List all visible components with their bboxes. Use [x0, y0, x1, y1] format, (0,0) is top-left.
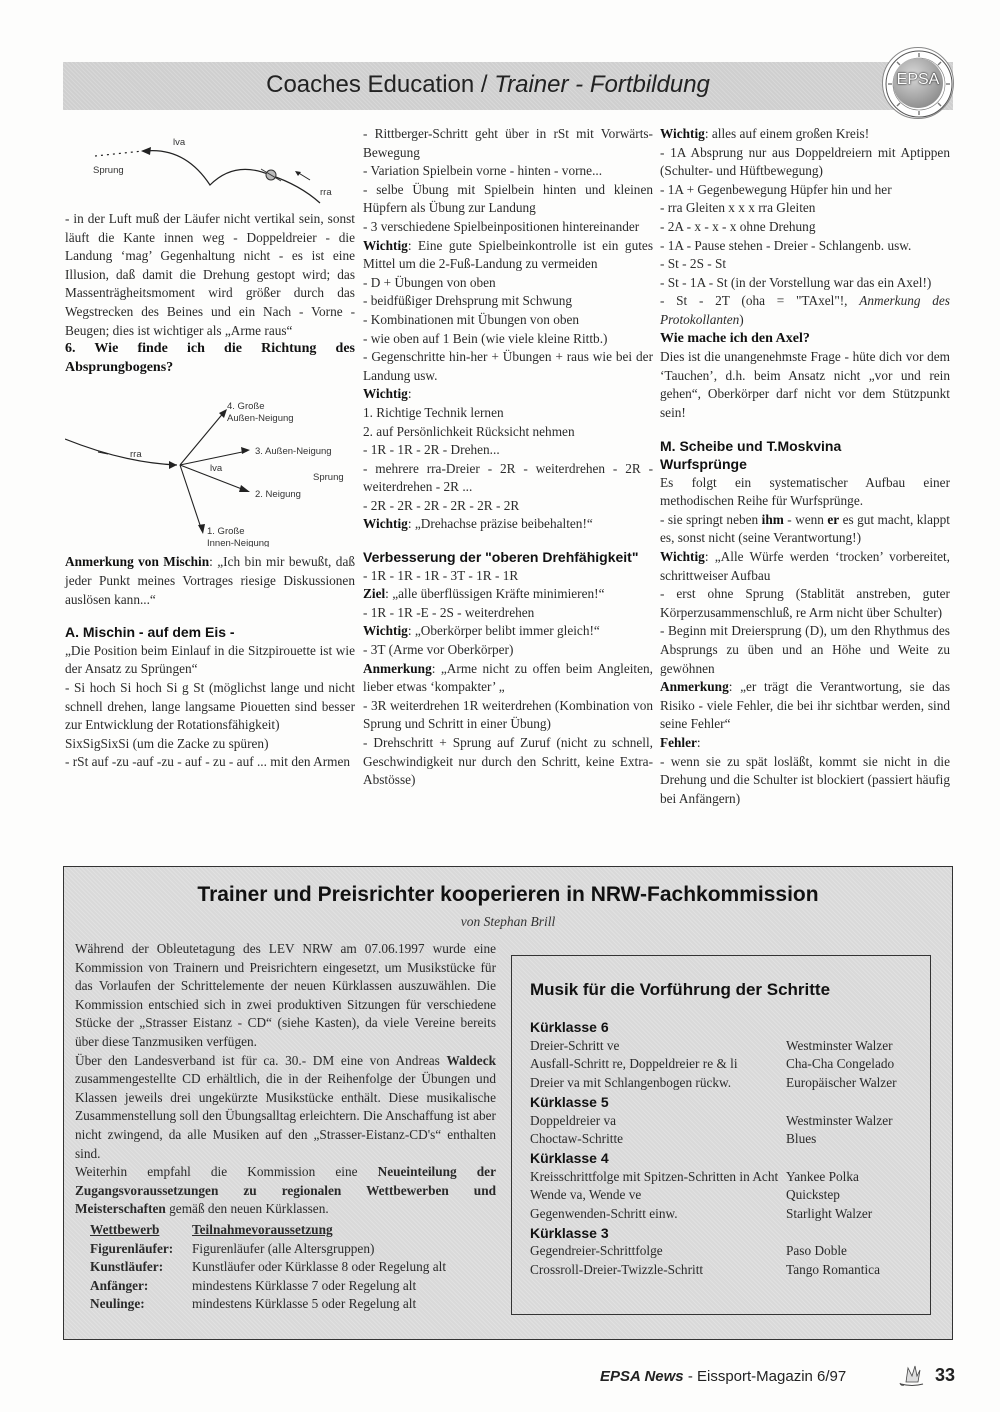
- article-title: Trainer und Preisrichter kooperieren in NRW-Fachkommission: [197, 883, 819, 906]
- step: Dreier va mit Schlangenbogen rückw.: [530, 1075, 732, 1091]
- text-line: - Variation Spielbein vorne - hinten - vorne...: [363, 163, 603, 179]
- step: Crossroll-Dreier-Twizzle-Schritt: [530, 1262, 704, 1278]
- text-line: 1. Richtige Technik lernen: [363, 404, 504, 420]
- note-label: Fehler: [660, 735, 697, 750]
- text-span: ): [739, 311, 744, 327]
- text-span: - St - 2T (oha = "TAxel"!,: [660, 293, 860, 309]
- paragraph: Während der Obleutetagung des LEV NRW am 07.06.1997 wurde eine Kommission von Trainern und Preisrichtern eingesetzt, um Musikstücke für das Vorlaufen der Schrittelemente der neuen Kürklassen auszuwählen. Die Kommission entschied sich in zwei produktiven Sitzungen für verschiedene Stücke der „Strasser Eistanz - CD“ (siehe Kasten), da viele Vereine bereits über diese Tanzmusiken verfügen.: [75, 941, 496, 1049]
- class-heading: Kürklasse 4: [530, 1149, 609, 1166]
- note-label: Wichtig: [363, 623, 408, 639]
- text-line: [660, 511, 950, 548]
- jump-diagram-2: [65, 377, 355, 547]
- paragraph: Es folgt ein systematischer Aufbau einer methodischen Reihe für Wurfsprünge.: [660, 474, 950, 509]
- competition: Anfänger:: [90, 1277, 149, 1293]
- column-header: Teilnahmevoraussetzung: [192, 1221, 333, 1237]
- music-row: [530, 1205, 920, 1224]
- music: Westminster Walzer: [786, 1037, 893, 1053]
- text-line: „Die Position beim Einlauf in die Sitzpirouette ist wie der Ansatz zu Sprüngen“: [65, 642, 355, 677]
- text-line: [660, 292, 950, 329]
- text-line: - 1R - 1R - 2R - Drehen...: [363, 442, 500, 458]
- label-direction-4b: Außen-Neigung: [227, 413, 294, 425]
- important-note: [660, 548, 950, 585]
- note-text: :: [696, 735, 701, 750]
- text-line: - wie oben auf 1 Bein (wie viele kleine Rittb.): [363, 330, 608, 346]
- emphasis: ihm: [761, 511, 784, 527]
- note-text: :: [407, 386, 412, 402]
- goal-note: [363, 585, 653, 604]
- music: Quickstep: [786, 1187, 840, 1203]
- requirement: mindestens Kürklasse 5 oder Regelung alt: [192, 1296, 417, 1312]
- arrow-head: [141, 147, 151, 155]
- note-label: Anmerkung von Mischin: [65, 554, 210, 570]
- text-line: - St - 2S - St: [660, 256, 727, 272]
- arrow-1: [180, 465, 202, 531]
- label-direction-1a: 1. Große: [207, 526, 245, 538]
- music-row: [530, 1055, 920, 1074]
- note-text: : Eine gute Spielbeinkontrolle ist ein gutes Mittel um die 2-Fuß-Landung zu vermeiden: [363, 237, 653, 272]
- title-english: Coaches Education /: [266, 71, 495, 98]
- text-line: - erst ohne Sprung (Stablität anstreben, guter Körperzusammenschluß, re Arm nicht über Schulter): [660, 586, 950, 620]
- column-3: [660, 125, 950, 808]
- table-row: [90, 1240, 496, 1259]
- note-text: : „Arme nicht zu offen beim Angleiten, lieber etwas ‘kompakter’ „: [363, 660, 653, 695]
- text-line: 2. auf Persönlichkeit Rücksicht nehmen: [363, 423, 575, 439]
- article-body: [75, 940, 496, 1314]
- music: Paso Doble: [786, 1243, 847, 1259]
- text-line: SixSigSixSi (um die Zacke zu spüren): [65, 735, 269, 751]
- label-sprung: Sprung: [313, 472, 344, 484]
- music-row: [530, 1242, 920, 1261]
- note-text: : „er trägt die Verantwortung, sie das Risiko - viele Fehler, die bei ihr sichtbar werden, sind seine Fehler“: [660, 679, 950, 732]
- text-line: - rra Gleiten x x x rra Gleiten: [660, 200, 816, 216]
- step: Kreisschrittfolge mit Spitzen-Schritten in Acht: [530, 1168, 779, 1184]
- section-banner: [63, 62, 953, 110]
- text-line: - Kombinationen mit Übungen von oben: [363, 311, 580, 327]
- label-rra: rra: [130, 449, 142, 461]
- emphasis: Neueinteilung der Zugangsvoraussetzungen zu regionalen Wettbewerben und Meisterschaften: [75, 1164, 496, 1217]
- label-direction-4a: 4. Große: [227, 401, 265, 413]
- text-span: Über den Landesverband ist für ca. 30.- DM eine von Andreas: [75, 1052, 447, 1068]
- class-heading: Kürklasse 3: [530, 1224, 609, 1241]
- table-row: [90, 1277, 496, 1296]
- section-subheading: Wurfsprünge: [660, 456, 747, 473]
- text-line: - 3 verschiedene Spielbeinpositionen hintereinander: [363, 218, 640, 234]
- requirements-table: [90, 1221, 496, 1314]
- remark-note: [363, 660, 653, 697]
- article-author: von Stephan Brill: [460, 914, 556, 929]
- music: Europäischer Walzer: [786, 1075, 897, 1091]
- table-row: [90, 1258, 496, 1277]
- class-heading: Kürklasse 6: [530, 1019, 609, 1035]
- text-line: - 2R - 2R - 2R - 2R - 2R - 2R: [363, 497, 520, 513]
- important-note: [363, 237, 653, 274]
- skate-logo-icon: [898, 1362, 926, 1390]
- step: Gegenwenden-Schritt einw.: [530, 1206, 678, 1222]
- page-number: 33: [935, 1365, 956, 1385]
- label-lva: lva: [210, 463, 223, 475]
- note-text: : „Drehachse präzise beibehalten!“: [407, 516, 593, 532]
- requirement: mindestens Kürklasse 7 oder Regelung alt: [192, 1277, 417, 1293]
- label-direction-1b: Innen-Neigung: [207, 538, 270, 548]
- emphasis: Waldeck: [446, 1052, 496, 1068]
- note-mischin: [65, 553, 355, 609]
- music: Blues: [786, 1131, 817, 1147]
- text-line: - selbe Übung mit Spielbein hinten und kleinen Hüpfern als Übung zur Landung: [363, 181, 653, 216]
- important-note: [363, 622, 653, 641]
- text-line: - rSt auf -zu -auf -zu - auf - zu - auf ... mit den Armen: [65, 754, 351, 770]
- text-span: - sie springt neben: [660, 511, 762, 527]
- text-span: Weiterhin empfahl die Kommission eine: [75, 1164, 378, 1180]
- title-german: Trainer - Fortbildung: [494, 71, 710, 98]
- jump-diagram-1: [65, 125, 355, 210]
- label-direction-2: 2. Neigung: [255, 489, 301, 501]
- text-line: - 1R - 1R - 1R - 3T - 1R - 1R: [363, 567, 519, 583]
- note-label: Wichtig: [363, 516, 408, 532]
- music-row: [530, 1186, 920, 1205]
- text-line: - 3R weiterdrehen 1R weiterdrehen (Kombination von Sprung und Schritt in einer Übung): [363, 697, 653, 732]
- label-lva: lva: [173, 137, 186, 148]
- paragraph: [75, 1052, 496, 1164]
- section-title: [63, 71, 913, 99]
- music: Tango Romantica: [786, 1262, 880, 1278]
- text-line: - Rittberger-Schritt geht über in rSt mit Vorwärts-Bewegung: [363, 126, 653, 160]
- paragraph: [75, 1163, 496, 1219]
- label-rra: rra: [320, 187, 332, 198]
- text-line: - mehrere rra-Dreier - 2R - weiterdrehen - 2R - weiterdrehen - 2R ...: [363, 460, 653, 495]
- note-text: : „Ich bin mir bewußt, daß jeder Punkt meines Vortrages riesige Diskussionen auslösen kann...“: [65, 554, 355, 607]
- text-line: - Drehschritt + Sprung auf Zuruf (nicht zu schnell, Geschwindigkeit nur durch den Schritt, keine Extra-Abstösse): [363, 735, 653, 788]
- music: Westminster Walzer: [786, 1112, 893, 1128]
- step: Doppeldreier va: [530, 1112, 617, 1128]
- important-note: [363, 385, 653, 404]
- article-box: [63, 866, 953, 1340]
- text-line: - 1A + Gegenbewegung Hüpfer hin und her: [660, 181, 892, 197]
- music-row: [530, 1168, 920, 1187]
- requirements-header: [90, 1221, 496, 1240]
- text-span: gemäß den neuen Kürklassen.: [165, 1201, 329, 1217]
- music-list: [530, 1018, 920, 1280]
- section-heading: Verbesserung der "oberen Drehfähigkeit": [363, 549, 639, 566]
- text-line: - 3T (Arme vor Oberkörper): [363, 642, 514, 658]
- note-label: Anmerkung: [363, 660, 432, 676]
- paragraph: - in der Luft muß der Läufer nicht vertikal sein, sonst läuft die Kante innen weg - Doppeldreier - die Landung ‘mag’ Gegenhaltung nicht - es ist eine Illusion, daß damit die Drehung gestopt wird; das Massenträgheitsmoment wird größer durch das Wegstrecken des Beines und ein Nach - Vorne - Beugen; dies ist wichtiger als „Arme raus“: [65, 211, 355, 338]
- section-heading: M. Scheibe und T.Moskvina: [660, 437, 842, 454]
- step: Dreier-Schritt ve: [530, 1037, 620, 1053]
- note-label: Wichtig: [660, 549, 705, 565]
- music: Cha-Cha Congelado: [786, 1056, 895, 1072]
- text-line: - Gegenschritte hin-her + Übungen + raus wie bei der Landung usw.: [363, 349, 653, 383]
- column-2: [363, 125, 653, 790]
- music: Yankee Polka: [786, 1168, 859, 1184]
- requirement: Kunstläufer oder Kürklasse 8 oder Regelung alt: [192, 1259, 447, 1275]
- logo-text: EPSA: [896, 71, 940, 88]
- step: Choctaw-Schritte: [530, 1131, 624, 1147]
- music-row: [530, 1074, 920, 1093]
- note-text: : „alle überflüssigen Kräfte minimieren!“: [385, 586, 605, 602]
- emphasis: er: [827, 511, 840, 527]
- table-row: [90, 1295, 496, 1314]
- music: Starlight Walzer: [786, 1206, 873, 1222]
- competition: Neulinge:: [90, 1296, 145, 1312]
- music-box: [511, 955, 931, 1315]
- label-direction-3: 3. Außen-Neigung: [255, 446, 332, 458]
- note-text: : alles auf einem großen Kreis!: [704, 126, 870, 141]
- step: Ausfall-Schritt re, Doppeldreier re & li: [530, 1056, 738, 1072]
- music-row: [530, 1037, 920, 1056]
- text-line: - beidfüßiger Drehsprung mit Schwung: [363, 293, 573, 309]
- music-box-title: Musik für die Vorführung der Schritte: [530, 980, 831, 999]
- approach-path: [65, 439, 177, 465]
- text-line: - Beginn mit Dreiersprung (D), um den Rhythmus des Absprungs zu üben und an Höhe und Weite zu gewöhnen: [660, 623, 950, 676]
- music-row: [530, 1261, 920, 1280]
- question-heading: Wie mache ich den Axel?: [660, 330, 810, 346]
- column-header: Wettbewerb: [90, 1221, 160, 1237]
- competition: Kunstläufer:: [90, 1259, 164, 1275]
- class-heading: Kürklasse 5: [530, 1093, 609, 1110]
- important-note: [660, 125, 950, 144]
- question-heading: 6. Wie finde ich die Richtung des Absprungbogens?: [65, 341, 355, 375]
- text-line: - wenn sie zu spät losläßt, kommt sie nicht in die Drehung und die Schulter ist blockiert (passiert häufig bei Anfängern): [660, 753, 950, 806]
- text-line: - 1A - Pause stehen - Dreier - Schlangenb. usw.: [660, 237, 912, 253]
- epsa-logo: [882, 47, 954, 119]
- note-text: : „Alle Würfe werden ‘trocken’ vorbereitet, schrittweiser Aufbau: [660, 549, 950, 583]
- text-line: - St - 1A - St (in der Vorstellung war das ein Axel!): [660, 274, 932, 290]
- note-text: : „Oberkörper belibt immer gleich!“: [407, 623, 600, 639]
- note-label: Wichtig: [660, 126, 705, 141]
- note-label: Ziel: [363, 586, 386, 602]
- text-span: es gut macht, klappt es, sonst nicht (seine Verantwortung!): [660, 511, 950, 546]
- note-label: Wichtig: [363, 386, 408, 402]
- text-line: - 1R - 1R -E - 2S - weiterdrehen: [363, 604, 535, 620]
- footer-brand: EPSA News: [600, 1368, 684, 1385]
- music-row: [530, 1112, 920, 1131]
- requirement: Figurenläufer (alle Altersgruppen): [192, 1240, 375, 1256]
- column-1: [65, 125, 355, 772]
- step: Wende va, Wende ve: [530, 1187, 642, 1203]
- remark-note: [660, 678, 950, 734]
- paragraph: Dies ist die unangenehmste Frage - hüte dich vor dem ‘Tauchen’, d.h. beim Ansatz nicht „vor und rein gehen“, Oberkörper darf nicht vor dem Stützpunkt sein!: [660, 349, 950, 420]
- step: Gegendreier-Schrittfolge: [530, 1243, 663, 1259]
- editor-note: Anmerkung des Protokollanten: [660, 293, 950, 327]
- text-line: - 1A Absprung nur aus Doppeldreiern mit Aptippen (Schulter- und Hüftbewegung): [660, 144, 950, 179]
- trajectory-path: [145, 151, 320, 203]
- note-label: Anmerkung: [660, 679, 729, 695]
- dotted-sprung-path: [95, 151, 143, 156]
- text-span: zusammengestellte CD erhältlich, die in der Reihenfolge der Übungen und Klassen jeweils drei ungekürzte Musikstücke enthält. Diese musikalische Zusammenstellung soll den Übungsalltag erleichtern. Die Anschaffung ist aber nicht zwingend, da alle Musiken auf den „Strasser-Eistanz-CD's“ enthalten sind.: [75, 1071, 496, 1161]
- text-line: - 2A - x - x - x ohne Drehung: [660, 218, 816, 234]
- note-label: Wichtig: [363, 237, 408, 253]
- text-line: - Si hoch Si hoch Si g St (möglichst lange und nicht schnell drehen, lange langsame Piouetten sind besser zur Entwicklung der Rotationsfähigkeit): [65, 679, 355, 733]
- page-footer: [600, 1368, 846, 1385]
- label-sprung: Sprung: [93, 165, 124, 176]
- text-line: - D + Übungen von oben: [363, 274, 496, 290]
- section-heading: A. Mischin - auf dem Eis -: [65, 624, 235, 641]
- competition: Figurenläufer:: [90, 1240, 174, 1256]
- errors-label: [660, 734, 950, 753]
- text-span: - wenn: [783, 511, 828, 527]
- important-note: [363, 515, 653, 534]
- music-row: [530, 1130, 920, 1149]
- footer-magazine: - Eissport-Magazin 6/97: [683, 1368, 847, 1385]
